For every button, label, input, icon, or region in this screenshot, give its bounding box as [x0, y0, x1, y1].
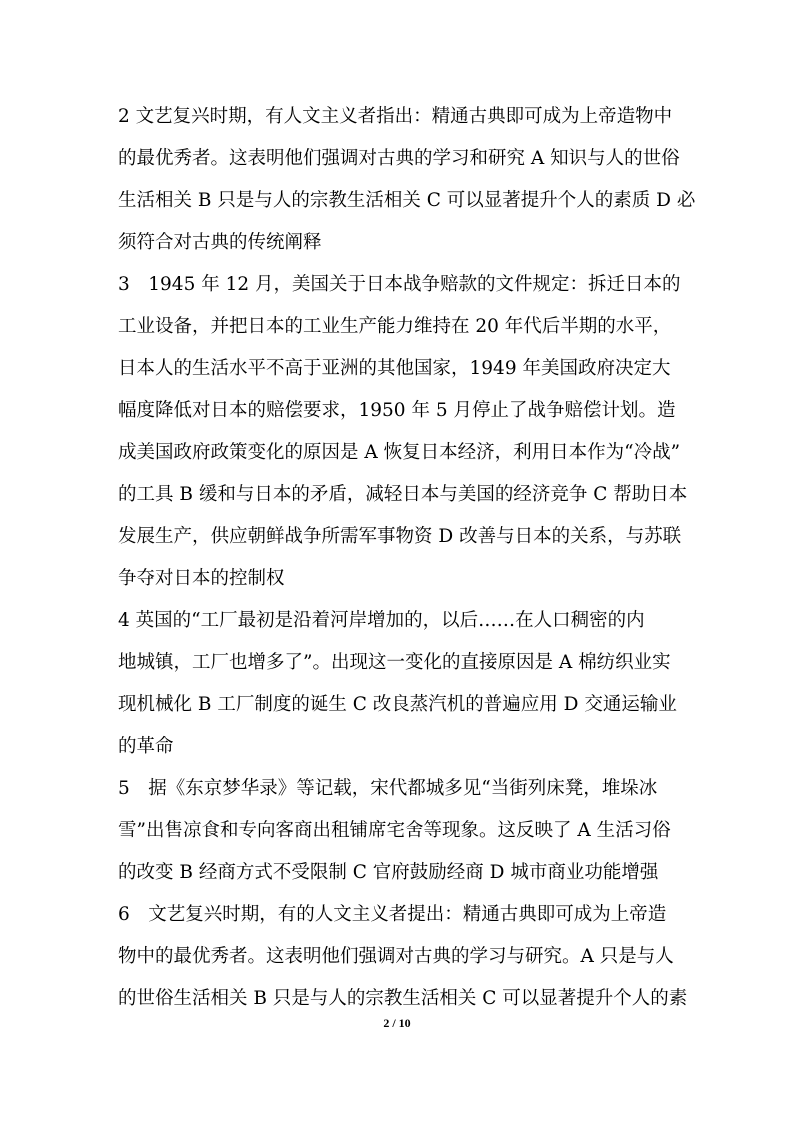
text-line: 争夺对日本的控制权 — [118, 568, 285, 589]
text-line: 物中的最优秀者。这表明他们强调对古典的学习与研究。A 只是与人 — [118, 946, 674, 967]
text-line: 地城镇，工厂也增多了”。出现这一变化的直接原因是 A 棉纺织业实 — [118, 652, 671, 673]
page-number: 2 / 10 — [383, 1016, 411, 1030]
text-line: 2 文艺复兴时期，有人文主义者指出：精通古典即可成为上帝造物中 — [118, 106, 673, 127]
text-line: 日本人的生活水平不高于亚洲的其他国家，1949 年美国政府决定大 — [118, 358, 671, 379]
text-line: 现机械化 B 工厂制度的诞生 C 改良蒸汽机的普遍应用 D 交通运输业 — [118, 694, 677, 715]
text-line: 发展生产，供应朝鲜战争所需军事物资 D 改善与日本的关系，与苏联 — [118, 526, 682, 547]
text-line: 4 英国的“工厂最初是沿着河岸增加的，以后……在人口稠密的内 — [118, 610, 645, 631]
text-line: 生活相关 B 只是与人的宗教生活相关 C 可以显著提升个人的素质 D 必 — [118, 190, 696, 211]
text-line: 3 1945 年 12 月，美国关于日本战争赔款的文件规定：拆迁日本的 — [118, 274, 681, 295]
text-line: 工业设备，并把日本的工业生产能力维持在 20 年代后半期的水平， — [118, 316, 672, 337]
text-line: 6 文艺复兴时期，有的人文主义者提出：精通古典即可成为上帝造 — [118, 904, 667, 925]
text-line: 雪”出售凉食和专向客商出租铺席宅舍等现象。这反映了 A 生活习俗 — [118, 820, 671, 841]
text-line: 的革命 — [118, 736, 174, 757]
text-line: 的世俗生活相关 B 只是与人的宗教生活相关 C 可以显著提升个人的素 — [118, 988, 688, 1009]
text-line: 的最优秀者。这表明他们强调对古典的学习和研究 A 知识与人的世俗 — [118, 148, 680, 169]
text-line: 成美国政府政策变化的原因是 A 恢复日本经济，利用日本作为“冷战” — [118, 442, 681, 463]
text-line: 5 据《东京梦华录》等记载，宋代都城多见“当街列床凳，堆垛冰 — [118, 778, 658, 799]
text-line: 须符合对古典的传统阐释 — [118, 232, 322, 253]
text-line: 的改变 B 经商方式不受限制 C 官府鼓励经商 D 城市商业功能增强 — [118, 862, 659, 883]
document-body — [118, 96, 696, 1020]
text-line: 的工具 B 缓和与日本的矛盾，减轻日本与美国的经济竞争 C 帮助日本 — [118, 484, 688, 505]
text-line: 幅度降低对日本的赔偿要求，1950 年 5 月停止了战争赔偿计划。造 — [118, 400, 676, 421]
